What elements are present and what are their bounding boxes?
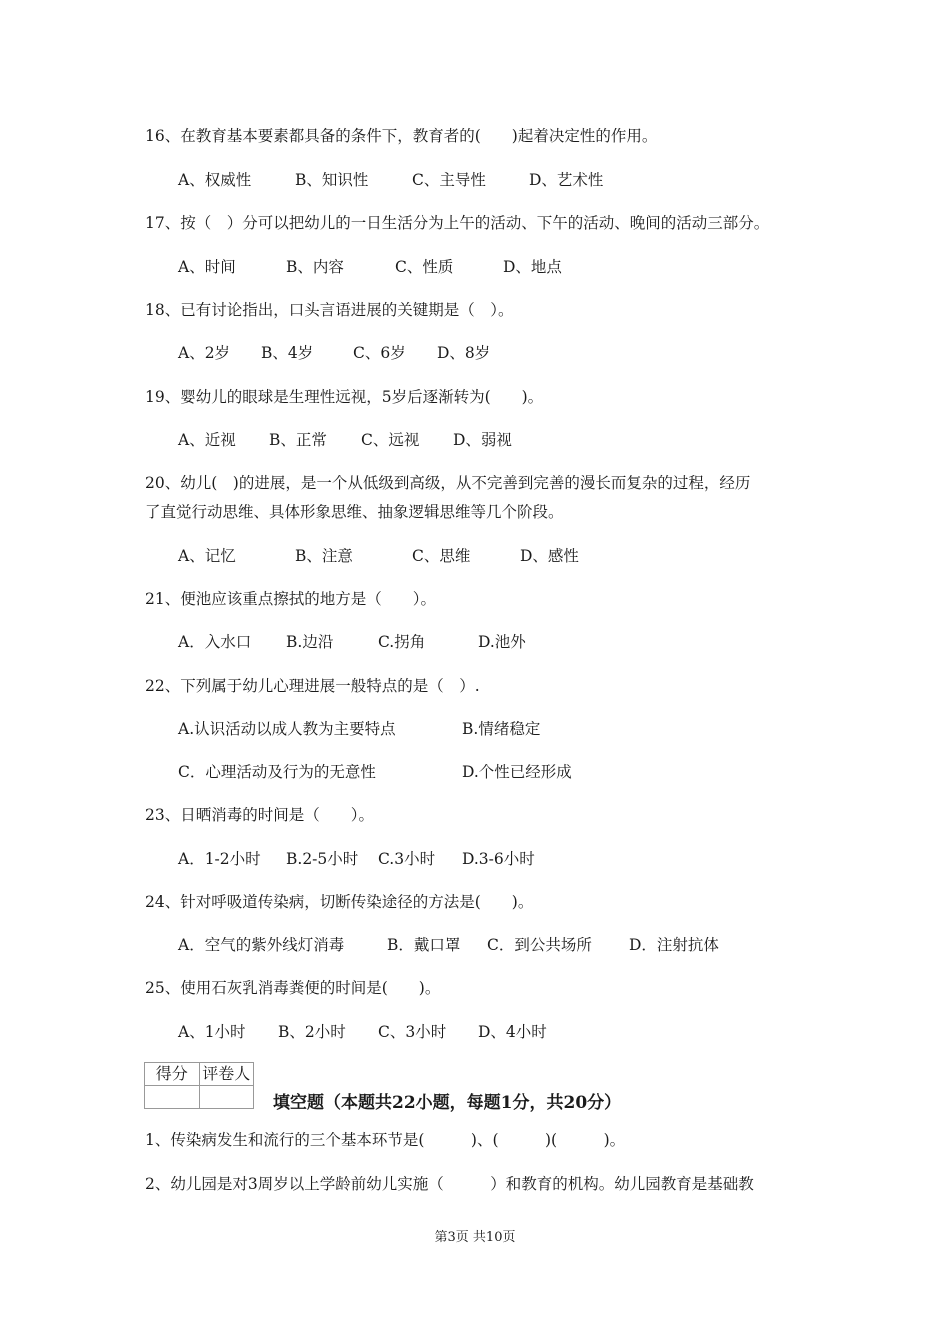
question-18-stem: 18、已有讨论指出，口头言语进展的关键期是（ ）。 xyxy=(145,301,514,319)
option-a: A、记忆 xyxy=(178,547,236,565)
option-b: B.边沿 xyxy=(286,633,334,651)
question-20-stem: 20、幼儿( )的进展，是一个从低级到高级，从不完善到完善的漫长而复杂的过程，经历 xyxy=(145,474,751,492)
option-c: C、远视 xyxy=(361,431,420,449)
question-25-stem: 25、使用石灰乳消毒粪便的时间是( )。 xyxy=(145,979,441,997)
option-c: C．到公共场所 xyxy=(487,936,592,954)
grader-cell[interactable] xyxy=(199,1086,254,1109)
option-c: C、3小时 xyxy=(378,1023,447,1041)
option-c: C、6岁 xyxy=(353,344,406,362)
option-a: A.认识活动以成人教为主要特点 xyxy=(178,720,396,738)
question-23-stem: 23、日晒消毒的时间是（ ）。 xyxy=(145,806,374,824)
option-b: B.2-5小时 xyxy=(286,850,359,868)
question-24-stem: 24、针对呼吸道传染病，切断传染途径的方法是( )。 xyxy=(145,893,534,911)
option-c: C、思维 xyxy=(412,547,471,565)
option-d: D.个性已经形成 xyxy=(462,763,572,781)
option-c: C、主导性 xyxy=(412,171,486,189)
option-c: C．心理活动及行为的无意性 xyxy=(178,763,376,781)
score-cell[interactable] xyxy=(145,1086,200,1109)
option-c: C.3小时 xyxy=(378,850,436,868)
option-b: B、知识性 xyxy=(295,171,369,189)
page-footer: 第3页 共10页 xyxy=(434,1230,516,1245)
option-b: B、正常 xyxy=(269,431,327,449)
question-19-stem: 19、婴幼儿的眼球是生理性远视，5岁后逐渐转为( )。 xyxy=(145,388,544,406)
option-a: A．入水口 xyxy=(178,633,252,651)
option-b: B．戴口罩 xyxy=(387,936,461,954)
question-22-stem: 22、下列属于幼儿心理进展一般特点的是（ ）. xyxy=(145,677,480,695)
option-b: B、内容 xyxy=(286,258,344,276)
option-d: D.池外 xyxy=(478,633,526,651)
score-label: 得分 xyxy=(145,1063,200,1086)
option-a: A、近视 xyxy=(178,431,236,449)
option-d: D、4小时 xyxy=(478,1023,547,1041)
fill-in-question-1: 1、传染病发生和流行的三个基本环节是( )、( )( )。 xyxy=(145,1131,626,1149)
option-b: B、4岁 xyxy=(261,344,314,362)
question-16-stem: 16、在教育基本要素都具备的条件下，教育者的( )起着决定性的作用。 xyxy=(145,127,658,145)
option-b: B.情绪稳定 xyxy=(462,720,541,738)
option-a: A、时间 xyxy=(178,258,236,276)
option-d: D、弱视 xyxy=(453,431,512,449)
score-box xyxy=(144,1062,254,1109)
option-d: D、感性 xyxy=(520,547,579,565)
fill-in-question-2: 2、幼儿园是对3周岁以上学龄前幼儿实施（ ）和教育的机构。幼儿园教育是基础教 xyxy=(145,1175,754,1193)
option-c: C.拐角 xyxy=(378,633,426,651)
option-d: D、8岁 xyxy=(437,344,491,362)
option-d: D．注射抗体 xyxy=(629,936,719,954)
option-a: A．1-2小时 xyxy=(178,850,261,868)
option-b: B、2小时 xyxy=(278,1023,346,1041)
option-a: A、2岁 xyxy=(178,344,231,362)
option-c: C、性质 xyxy=(395,258,454,276)
grader-label: 评卷人 xyxy=(199,1063,254,1086)
option-a: A、1小时 xyxy=(178,1023,246,1041)
question-20-stem-continued: 了直觉行动思维、具体形象思维、抽象逻辑思维等几个阶段。 xyxy=(145,503,564,521)
question-17-stem: 17、按（ ）分可以把幼儿的一日生活分为上午的活动、下午的活动、晚间的活动三部分。 xyxy=(145,214,770,232)
question-21-stem: 21、便池应该重点擦拭的地方是（ ）。 xyxy=(145,590,436,608)
option-d: D、艺术性 xyxy=(529,171,604,189)
option-d: D、地点 xyxy=(503,258,562,276)
option-a: A．空气的紫外线灯消毒 xyxy=(178,936,345,954)
section-title: 填空题（本题共22小题，每题1分，共20分） xyxy=(273,1093,622,1113)
option-a: A、权威性 xyxy=(178,171,252,189)
option-b: B、注意 xyxy=(295,547,353,565)
option-d: D.3-6小时 xyxy=(462,850,535,868)
